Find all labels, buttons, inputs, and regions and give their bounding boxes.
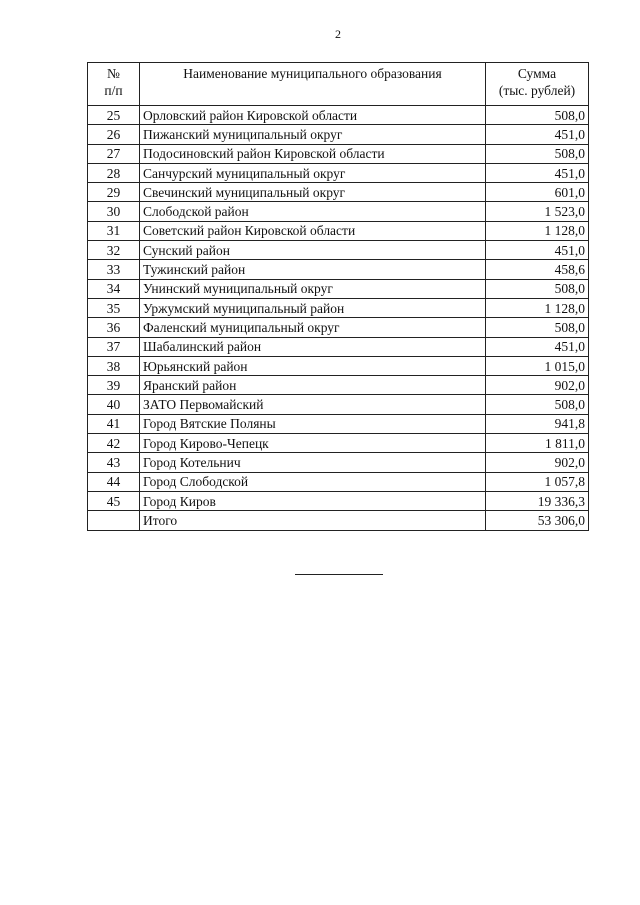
row-sum: 1 811,0 (486, 434, 589, 453)
table-row (88, 163, 589, 182)
row-number: 38 (88, 356, 140, 375)
header-name: Наименование муниципального образования (140, 63, 486, 106)
row-municipality-name: Город Вятские Поляны (140, 414, 486, 433)
row-number: 30 (88, 202, 140, 221)
table-row (88, 395, 589, 414)
row-number: 36 (88, 318, 140, 337)
row-sum: 1 523,0 (486, 202, 589, 221)
row-sum: 508,0 (486, 279, 589, 298)
row-sum: 508,0 (486, 318, 589, 337)
table-row (88, 202, 589, 221)
header-sum-line1: Сумма (517, 66, 557, 81)
footer-divider (295, 574, 383, 575)
header-sum-line2: (тыс. рублей) (498, 83, 576, 98)
table-row (88, 376, 589, 395)
row-sum: 451,0 (486, 125, 589, 144)
table-row (88, 318, 589, 337)
row-number: 44 (88, 472, 140, 491)
row-sum: 1 128,0 (486, 221, 589, 240)
row-number: 42 (88, 434, 140, 453)
row-municipality-name: Яранский район (140, 376, 486, 395)
row-number: 43 (88, 453, 140, 472)
total-sum: 53 306,0 (486, 511, 589, 530)
table-body (88, 106, 589, 531)
row-sum: 458,6 (486, 260, 589, 279)
table-header (88, 63, 589, 106)
table-row (88, 183, 589, 202)
table-row (88, 241, 589, 260)
table-row (88, 106, 589, 125)
row-number: 29 (88, 183, 140, 202)
row-number: 39 (88, 376, 140, 395)
row-sum: 1 057,8 (486, 472, 589, 491)
total-number (88, 511, 140, 530)
header-number-line2: п/п (104, 83, 123, 98)
row-sum: 451,0 (486, 337, 589, 356)
row-number: 35 (88, 298, 140, 317)
total-label: Итого (140, 511, 486, 530)
row-sum: 19 336,3 (486, 491, 589, 510)
row-municipality-name: Фаленский муниципальный округ (140, 318, 486, 337)
header-sum (486, 63, 589, 106)
row-number: 34 (88, 279, 140, 298)
row-sum: 1 015,0 (486, 356, 589, 375)
row-number: 37 (88, 337, 140, 356)
page-number: 2 (335, 27, 341, 41)
table-row (88, 260, 589, 279)
row-municipality-name: Город Киров (140, 491, 486, 510)
table-row (88, 356, 589, 375)
row-number: 25 (88, 106, 140, 125)
row-municipality-name: Слободской район (140, 202, 486, 221)
row-municipality-name: Подосиновский район Кировской области (140, 144, 486, 163)
row-sum: 1 128,0 (486, 298, 589, 317)
row-municipality-name: Город Кирово-Чепецк (140, 434, 486, 453)
row-municipality-name: Сунский район (140, 241, 486, 260)
row-municipality-name: Орловский район Кировской области (140, 106, 486, 125)
row-number: 45 (88, 491, 140, 510)
row-number: 33 (88, 260, 140, 279)
row-municipality-name: Уржумский муниципальный район (140, 298, 486, 317)
row-sum: 902,0 (486, 376, 589, 395)
row-municipality-name: Город Котельнич (140, 453, 486, 472)
row-sum: 508,0 (486, 106, 589, 125)
row-sum: 902,0 (486, 453, 589, 472)
table-row (88, 453, 589, 472)
row-number: 41 (88, 414, 140, 433)
row-number: 32 (88, 241, 140, 260)
row-municipality-name: Шабалинский район (140, 337, 486, 356)
table-row (88, 279, 589, 298)
table-row (88, 221, 589, 240)
header-row (88, 63, 589, 106)
row-municipality-name: Город Слободской (140, 472, 486, 491)
table-row (88, 434, 589, 453)
row-sum: 508,0 (486, 144, 589, 163)
row-sum: 451,0 (486, 163, 589, 182)
row-number: 26 (88, 125, 140, 144)
row-number: 27 (88, 144, 140, 163)
row-number: 28 (88, 163, 140, 182)
table-row (88, 472, 589, 491)
table-row (88, 144, 589, 163)
row-municipality-name: Санчурский муниципальный округ (140, 163, 486, 182)
table-row (88, 414, 589, 433)
row-municipality-name: ЗАТО Первомайский (140, 395, 486, 414)
table-row (88, 125, 589, 144)
table-row (88, 337, 589, 356)
row-municipality-name: Свечинский муниципальный округ (140, 183, 486, 202)
header-number (88, 63, 140, 106)
row-municipality-name: Пижанский муниципальный округ (140, 125, 486, 144)
row-sum: 941,8 (486, 414, 589, 433)
row-municipality-name: Унинский муниципальный округ (140, 279, 486, 298)
row-number: 40 (88, 395, 140, 414)
row-sum: 451,0 (486, 241, 589, 260)
row-municipality-name: Тужинский район (140, 260, 486, 279)
table-row (88, 298, 589, 317)
table-row (88, 491, 589, 510)
allocation-table (87, 62, 589, 531)
total-row (88, 511, 589, 530)
row-sum: 508,0 (486, 395, 589, 414)
row-municipality-name: Юрьянский район (140, 356, 486, 375)
header-number-line1: № (107, 66, 120, 81)
row-municipality-name: Советский район Кировской области (140, 221, 486, 240)
row-number: 31 (88, 221, 140, 240)
row-sum: 601,0 (486, 183, 589, 202)
